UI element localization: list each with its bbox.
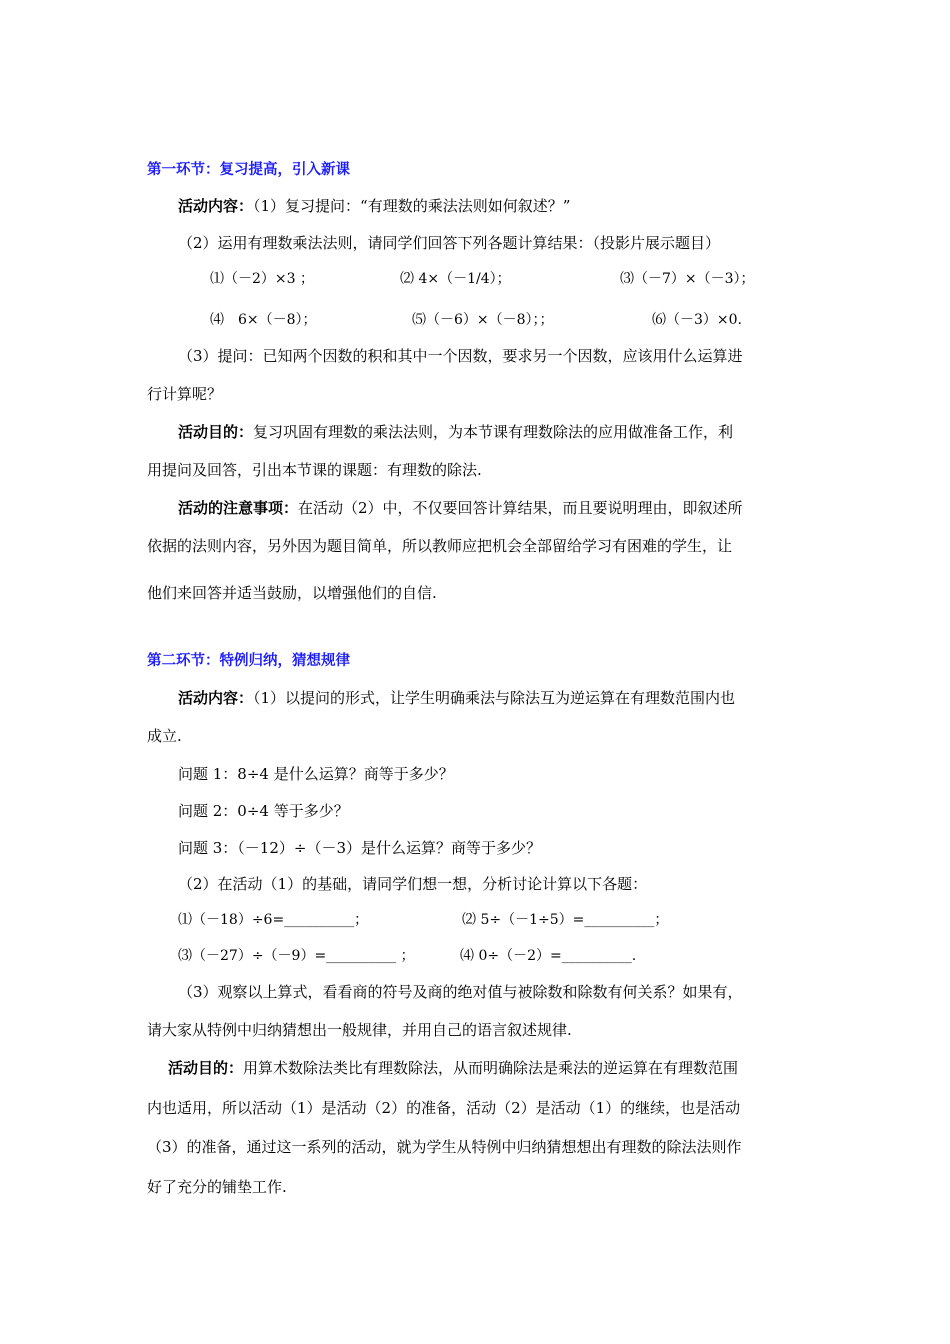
content-label: 活动内容：	[178, 689, 254, 707]
division-problem-2: ⑵ 5÷（－1÷5）=__________；	[462, 912, 669, 928]
section1-purpose-line1: 活动目的：复习巩固有理数的乘法法则，为本节课有理数除法的应用做准备工作，利	[178, 423, 734, 441]
problem-3: ⑶（－7）×（－3）；	[620, 271, 755, 287]
section1-notes-line3: 他们来回答并适当鼓励，以增强他们的自信.	[147, 584, 437, 602]
section1-item3-line1: （3）提问：已知两个因数的积和其中一个因数，要求另一个因数，应该用什么运算进	[178, 347, 743, 365]
section2-item3-line1: （3）观察以上算式，看看商的符号及商的绝对值与被除数和除数有何关系？如果有，	[178, 983, 743, 1001]
problem-1: ⑴（－2）×3 ；	[210, 271, 314, 287]
section1-purpose-line2: 用提问及回答，引出本节课的课题：有理数的除法.	[147, 461, 482, 479]
question-1: 问题 1：8÷4 是什么运算？商等于多少？	[178, 765, 454, 783]
division-problem-1: ⑴（－18）÷6=__________；	[178, 912, 369, 928]
section2-purpose-line4: 好了充分的铺垫工作.	[147, 1178, 287, 1196]
problem-2: ⑵ 4×（－1/4）；	[400, 271, 511, 287]
content-label: 活动内容：	[178, 197, 254, 215]
section2-purpose-line1: 活动目的：用算术数除法类比有理数除法，从而明确除法是乘法的逆运算在有理数范围	[168, 1059, 739, 1077]
section1-item2: （2）运用有理数乘法法则，请同学们回答下列各题计算结果：（投影片展示题目）	[178, 234, 721, 252]
division-problem-3: ⑶（－27）÷（－9）=__________ ；	[178, 948, 415, 964]
section1-notes-line2: 依据的法则内容，另外因为题目简单，所以教师应把机会全部留给学习有困难的学生，让	[147, 537, 733, 555]
section2-content-line1: 活动内容：（1）以提问的形式，让学生明确乘法与除法互为逆运算在有理数范围内也	[178, 689, 736, 707]
question-3: 问题 3：（－12）÷（－3）是什么运算？商等于多少？	[178, 839, 542, 857]
section1-item3-line2: 行计算呢？	[147, 385, 223, 403]
section2-heading: 第二环节：特例归纳，猜想规律	[147, 653, 350, 669]
section2-item3-line2: 请大家从特例中归纳猜想出一般规律，并用自己的语言叙述规律.	[147, 1021, 572, 1039]
problem-4: ⑷ 6×（－8）；	[210, 312, 317, 328]
section2-purpose-line3: （3）的准备，通过这一系列的活动，就为学生从特例中归纳猜想想出有理数的除法法则作	[147, 1138, 742, 1156]
section1-heading: 第一环节：复习提高，引入新课	[147, 162, 350, 178]
section2-content-line2: 成立.	[147, 727, 182, 745]
section2-purpose-line2: 内也适用，所以活动（1）是活动（2）的准备，活动（2）是活动（1）的继续，也是活动	[147, 1099, 741, 1117]
section2-item2: （2）在活动（1）的基础，请同学们想一想，分析讨论计算以下各题：	[178, 875, 648, 893]
purpose-label: 活动目的：	[168, 1059, 244, 1077]
question-2: 问题 2：0÷4 等于多少？	[178, 802, 349, 820]
notes-label: 活动的注意事项：	[178, 499, 299, 517]
division-problem-4: ⑷ 0÷（－2）=__________.	[460, 948, 637, 964]
section1-notes-line1: 活动的注意事项：在活动（2）中，不仅要回答计算结果，而且要说明理由，即叙述所	[178, 499, 743, 517]
problem-5: ⑸（－6）×（－8）；；	[412, 312, 554, 328]
problem-6: ⑹（－3）×0.	[652, 312, 742, 328]
content-text: （1）复习提问：“有理数的乘法法则如何叙述？”	[253, 197, 571, 215]
section1-content-line	[178, 196, 570, 216]
purpose-label: 活动目的：	[178, 423, 254, 441]
